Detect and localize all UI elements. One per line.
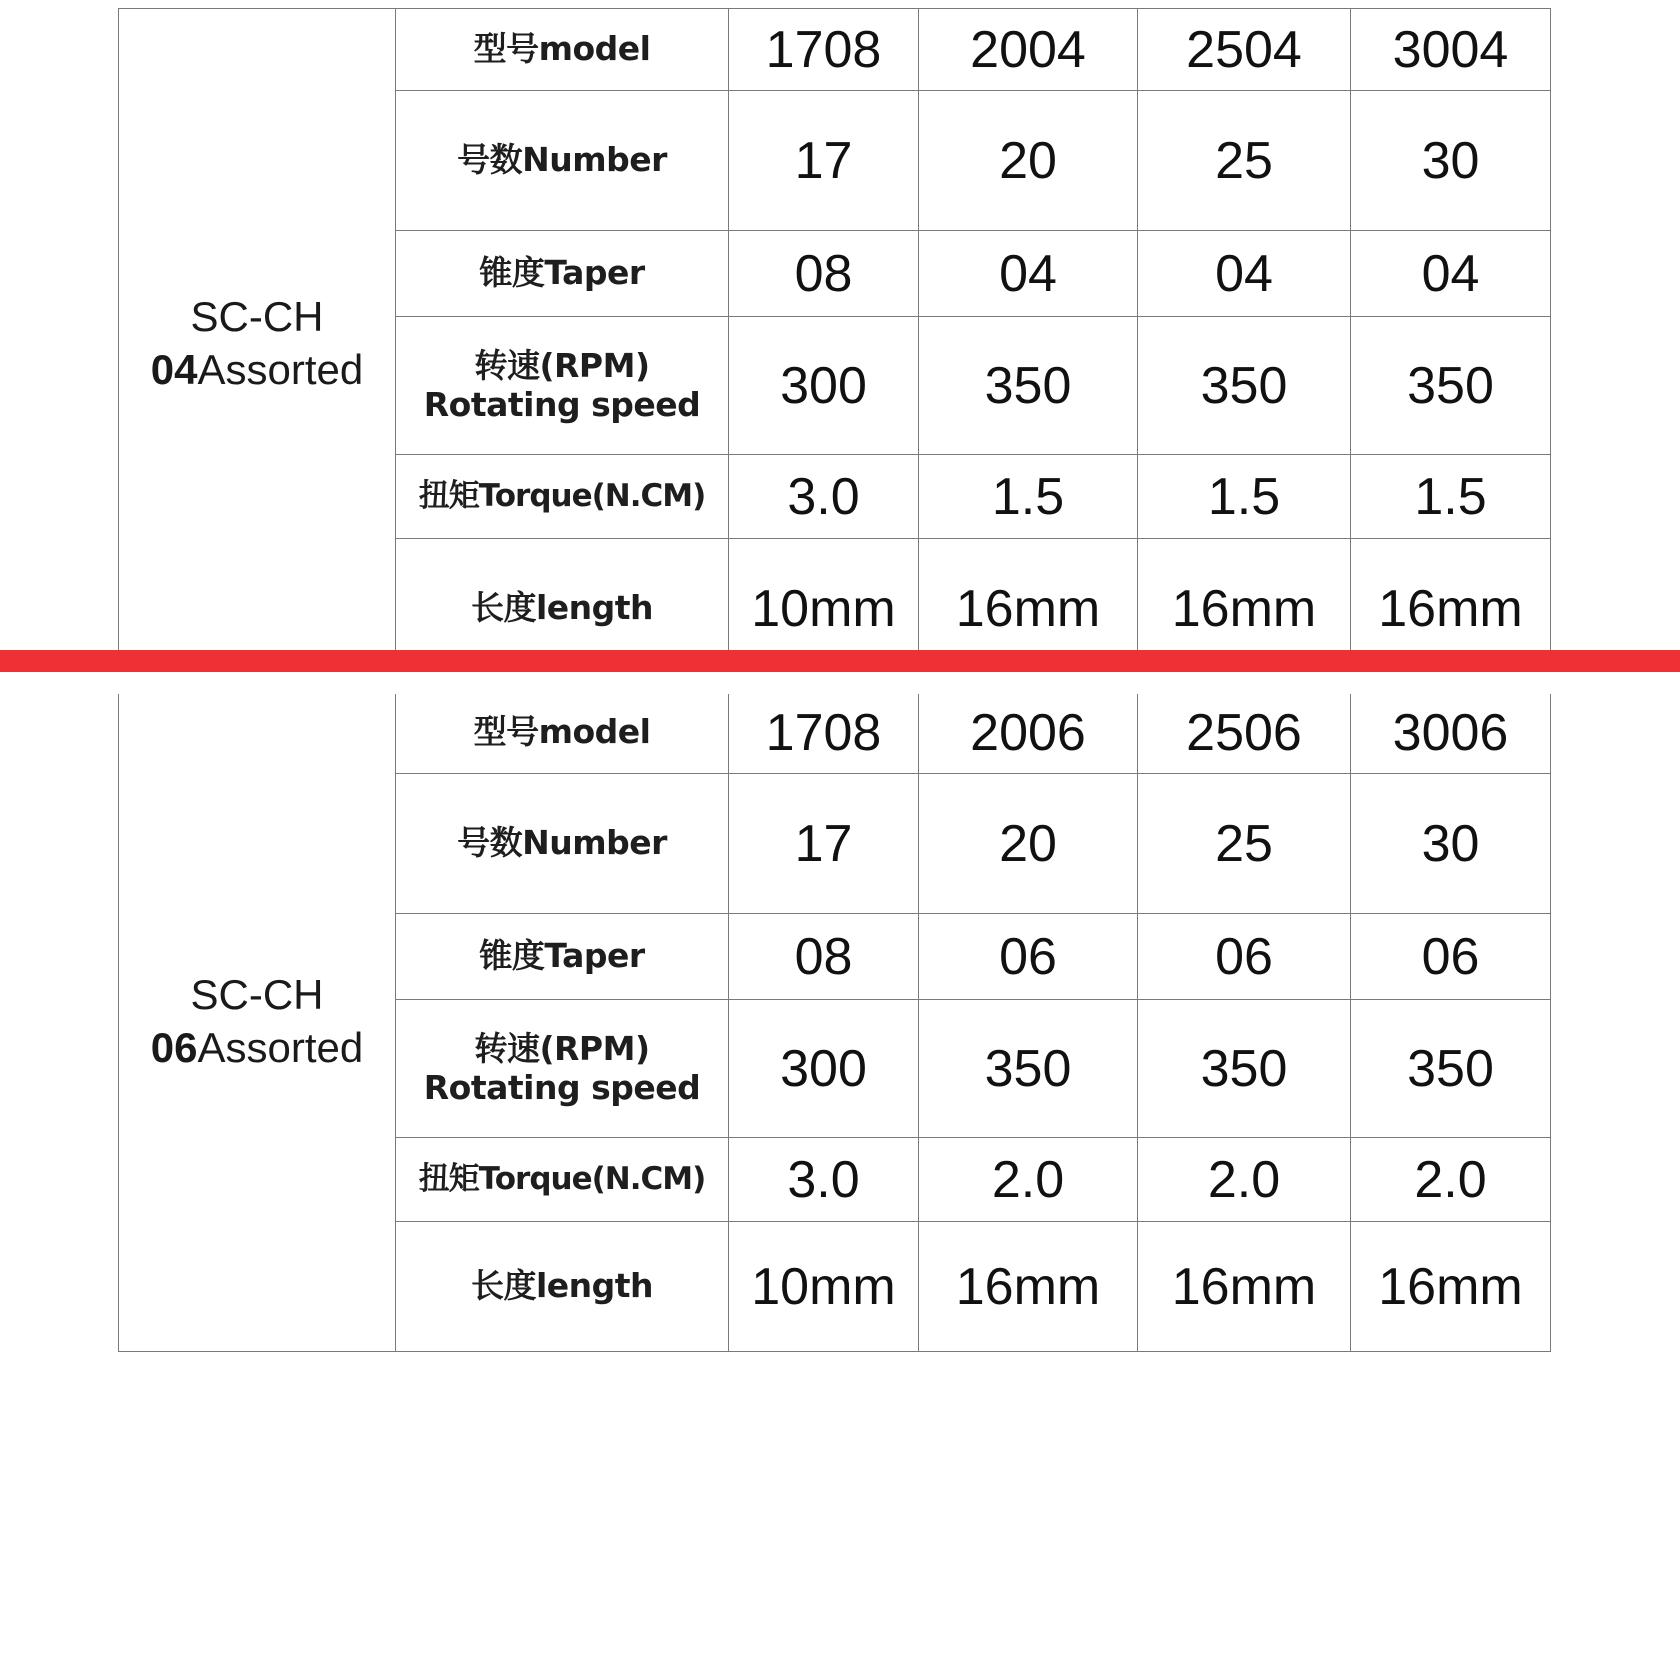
length-value: 10mm bbox=[729, 539, 919, 679]
series-suffix: Assorted bbox=[197, 345, 364, 393]
speed-value: 300 bbox=[729, 317, 919, 455]
speed-value: 350 bbox=[1351, 1000, 1551, 1138]
length-value: 10mm bbox=[729, 1222, 919, 1352]
number-value: 17 bbox=[729, 91, 919, 231]
spec-table-06 bbox=[118, 691, 1551, 1352]
taper-value: 04 bbox=[1138, 231, 1351, 317]
taper-value: 08 bbox=[729, 914, 919, 1000]
model-value: 2504 bbox=[1138, 9, 1351, 91]
series-cell bbox=[119, 9, 396, 679]
model-value: 1708 bbox=[729, 9, 919, 91]
red-divider-line bbox=[0, 650, 1680, 672]
torque-value: 2.0 bbox=[1351, 1138, 1551, 1222]
length-value: 16mm bbox=[1138, 539, 1351, 679]
speed-label-line1: 转速(RPM) bbox=[474, 345, 650, 385]
row-label-taper: 锥度Taper bbox=[396, 231, 729, 317]
speed-value: 350 bbox=[919, 1000, 1138, 1138]
row-label-torque: 扭矩Torque(N.CM) bbox=[396, 1138, 729, 1222]
divider-gap bbox=[0, 672, 1680, 694]
number-value: 25 bbox=[1138, 91, 1351, 231]
speed-value: 300 bbox=[729, 1000, 919, 1138]
row-label-torque: 扭矩Torque(N.CM) bbox=[396, 455, 729, 539]
speed-value: 350 bbox=[1138, 1000, 1351, 1138]
taper-value: 06 bbox=[1351, 914, 1551, 1000]
row-label-taper: 锥度Taper bbox=[396, 914, 729, 1000]
number-value: 20 bbox=[919, 774, 1138, 914]
taper-value: 04 bbox=[1351, 231, 1551, 317]
number-value: 30 bbox=[1351, 774, 1551, 914]
speed-value: 350 bbox=[1138, 317, 1351, 455]
length-value: 16mm bbox=[1351, 1222, 1551, 1352]
top-edge-mask bbox=[0, 0, 1680, 8]
torque-value: 1.5 bbox=[1138, 455, 1351, 539]
speed-value: 350 bbox=[919, 317, 1138, 455]
series-name: SC-CH bbox=[190, 293, 324, 340]
spec-table-04 bbox=[118, 8, 1551, 679]
row-label-number: 号数Number bbox=[396, 91, 729, 231]
number-value: 25 bbox=[1138, 774, 1351, 914]
length-value: 16mm bbox=[919, 1222, 1138, 1352]
taper-value: 08 bbox=[729, 231, 919, 317]
number-value: 17 bbox=[729, 774, 919, 914]
torque-value: 2.0 bbox=[919, 1138, 1138, 1222]
row-label-length: 长度length bbox=[396, 539, 729, 679]
taper-value: 04 bbox=[919, 231, 1138, 317]
torque-value: 3.0 bbox=[729, 1138, 919, 1222]
row-label-length: 长度length bbox=[396, 1222, 729, 1352]
length-value: 16mm bbox=[1138, 1222, 1351, 1352]
series-code: 06 bbox=[150, 1023, 198, 1071]
number-value: 30 bbox=[1351, 91, 1551, 231]
speed-label-line2: Rotating speed bbox=[423, 384, 701, 424]
speed-value: 350 bbox=[1351, 317, 1551, 455]
torque-value: 3.0 bbox=[729, 455, 919, 539]
taper-value: 06 bbox=[919, 914, 1138, 1000]
model-value: 2004 bbox=[919, 9, 1138, 91]
series-code: 04 bbox=[150, 345, 198, 393]
row-label-speed bbox=[396, 317, 729, 455]
length-value: 16mm bbox=[1351, 539, 1551, 679]
table-row bbox=[119, 692, 1551, 774]
speed-label-line2: Rotating speed bbox=[423, 1067, 701, 1107]
model-value: 1708 bbox=[729, 692, 919, 774]
row-label-model: 型号model bbox=[396, 9, 729, 91]
table-row bbox=[119, 9, 1551, 91]
series-suffix: Assorted bbox=[197, 1023, 364, 1071]
series-cell bbox=[119, 692, 396, 1352]
model-value: 3004 bbox=[1351, 9, 1551, 91]
model-value: 2006 bbox=[919, 692, 1138, 774]
row-label-number: 号数Number bbox=[396, 774, 729, 914]
number-value: 20 bbox=[919, 91, 1138, 231]
torque-value: 1.5 bbox=[919, 455, 1138, 539]
taper-value: 06 bbox=[1138, 914, 1351, 1000]
series-name: SC-CH bbox=[190, 971, 324, 1018]
length-value: 16mm bbox=[919, 539, 1138, 679]
row-label-speed bbox=[396, 1000, 729, 1138]
torque-value: 1.5 bbox=[1351, 455, 1551, 539]
model-value: 2506 bbox=[1138, 692, 1351, 774]
row-label-model: 型号model bbox=[396, 692, 729, 774]
model-value: 3006 bbox=[1351, 692, 1551, 774]
speed-label-line1: 转速(RPM) bbox=[474, 1028, 650, 1068]
torque-value: 2.0 bbox=[1138, 1138, 1351, 1222]
